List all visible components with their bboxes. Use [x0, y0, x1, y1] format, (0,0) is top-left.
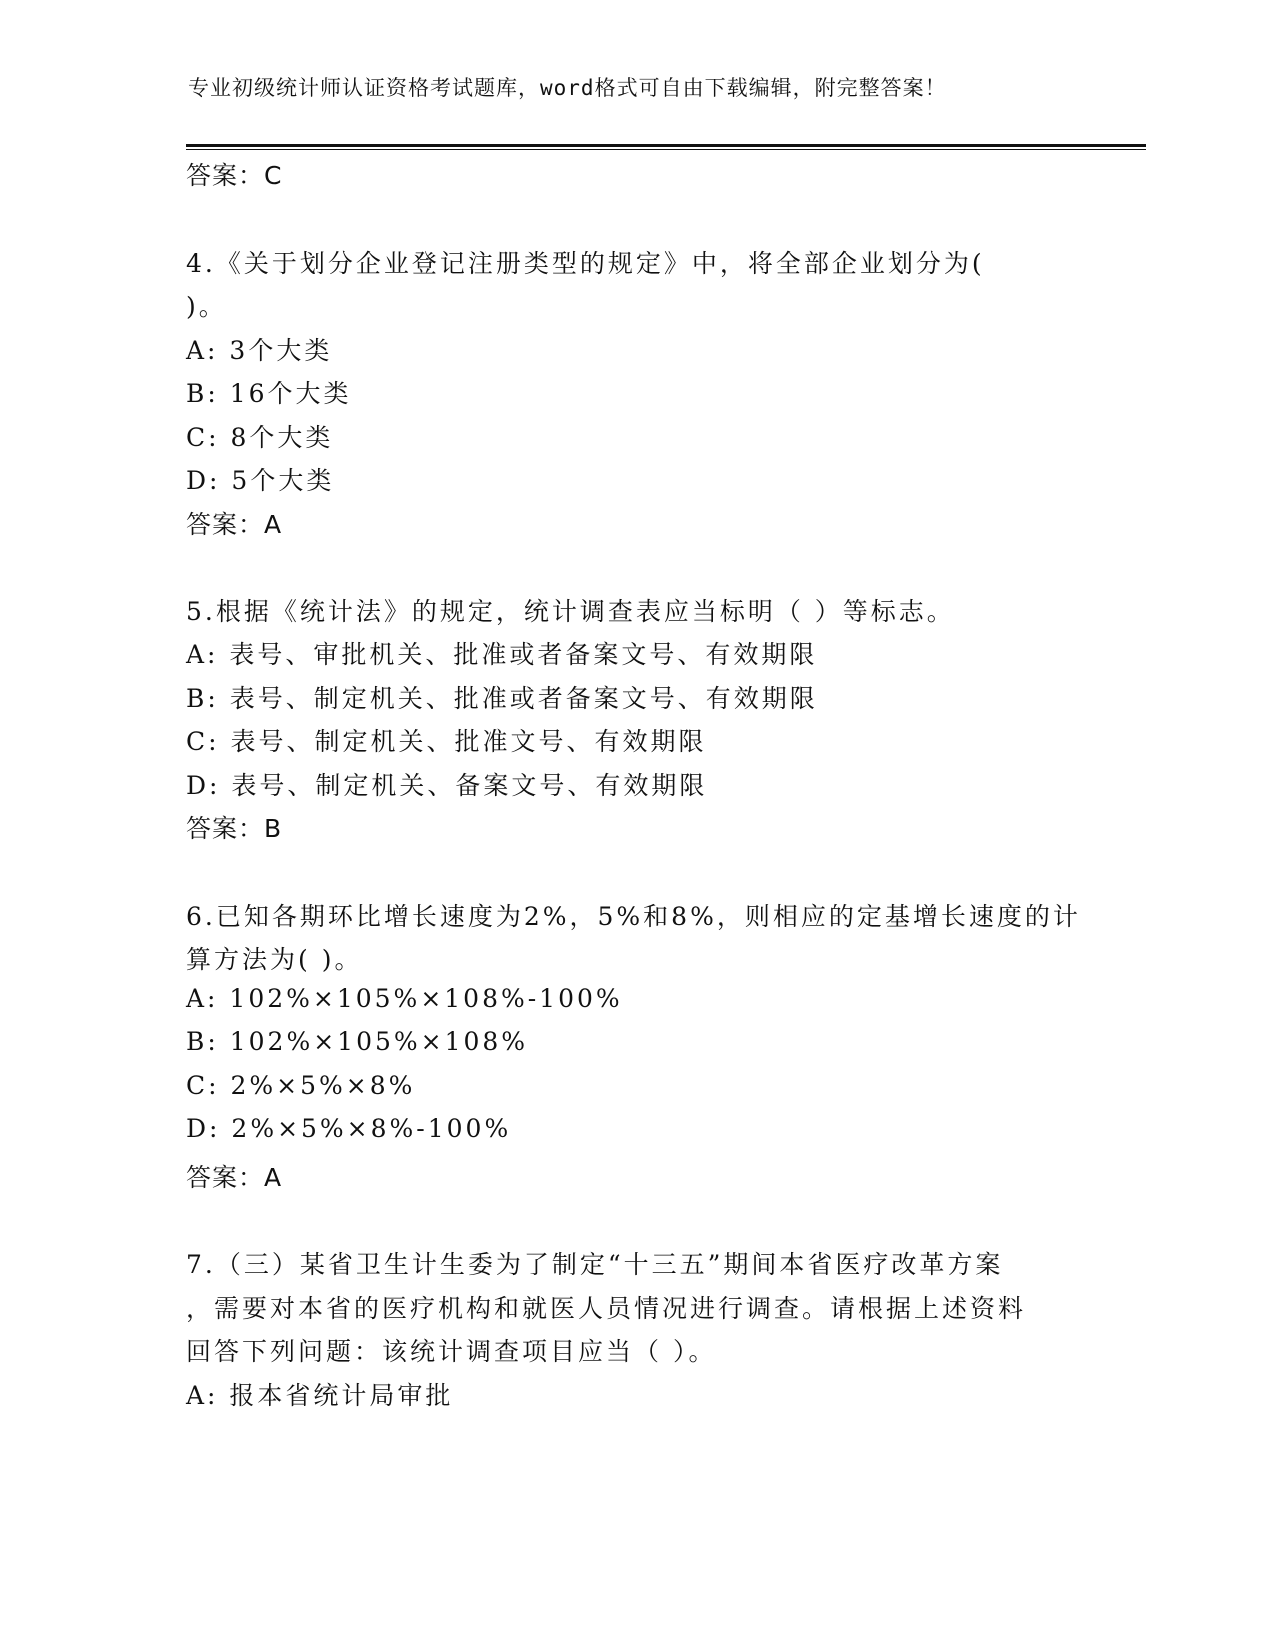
question-6-option-d: D: 2%×5%×8%-100% — [186, 1114, 512, 1143]
question-4-text-cont: )。 — [186, 292, 227, 321]
question-5-text: 5.根据《统计法》的规定，统计调查表应当标明（ ）等标志。 — [186, 597, 955, 626]
question-6-text: 6.已知各期环比增长速度为2%，5%和8%，则相应的定基增长速度的计 — [186, 902, 1081, 931]
question-7-text: 7.（三）某省卫生计生委为了制定“十三五”期间本省医疗改革方案 — [186, 1250, 1004, 1279]
question-7-text-cont-2: 回答下列问题：该统计调查项目应当（ ）。 — [186, 1337, 717, 1366]
question-4-option-a: A: 3个大类 — [186, 336, 333, 365]
header-rule-thick — [186, 144, 1146, 147]
question-5-option-d: D: 表号、制定机关、备案文号、有效期限 — [186, 771, 708, 800]
question-6-text-cont: 算方法为( )。 — [186, 945, 363, 974]
question-5-option-a: A: 表号、审批机关、批准或者备案文号、有效期限 — [186, 640, 818, 669]
answer-q6: 答案：A — [186, 1163, 283, 1192]
question-4-text: 4.《关于划分企业登记注册类型的规定》中，将全部企业划分为( — [186, 249, 985, 278]
question-6-option-b: B: 102%×105%×108% — [186, 1027, 529, 1056]
answer-q3: 答案：C — [186, 161, 283, 190]
question-4-option-b: B: 16个大类 — [186, 379, 352, 408]
question-7-text-cont: ，需要对本省的医疗机构和就医人员情况进行调查。请根据上述资料 — [186, 1294, 1027, 1323]
question-6-option-c: C: 2%×5%×8% — [186, 1071, 416, 1100]
header-rule-thin — [186, 149, 1146, 150]
question-4-option-c: C: 8个大类 — [186, 423, 334, 452]
question-4-option-d: D: 5个大类 — [186, 466, 335, 495]
question-6-option-a: A: 102%×105%×108%-100% — [186, 984, 623, 1013]
answer-q4: 答案：A — [186, 510, 283, 539]
question-5-option-c: C: 表号、制定机关、批准文号、有效期限 — [186, 727, 707, 756]
question-5-option-b: B: 表号、制定机关、批准或者备案文号、有效期限 — [186, 684, 818, 713]
page-header: 专业初级统计师认证资格考试题库，word格式可自由下载编辑，附完整答案！ — [188, 76, 947, 100]
question-7-option-a: A: 报本省统计局审批 — [186, 1381, 454, 1410]
answer-q5: 答案：B — [186, 814, 283, 843]
